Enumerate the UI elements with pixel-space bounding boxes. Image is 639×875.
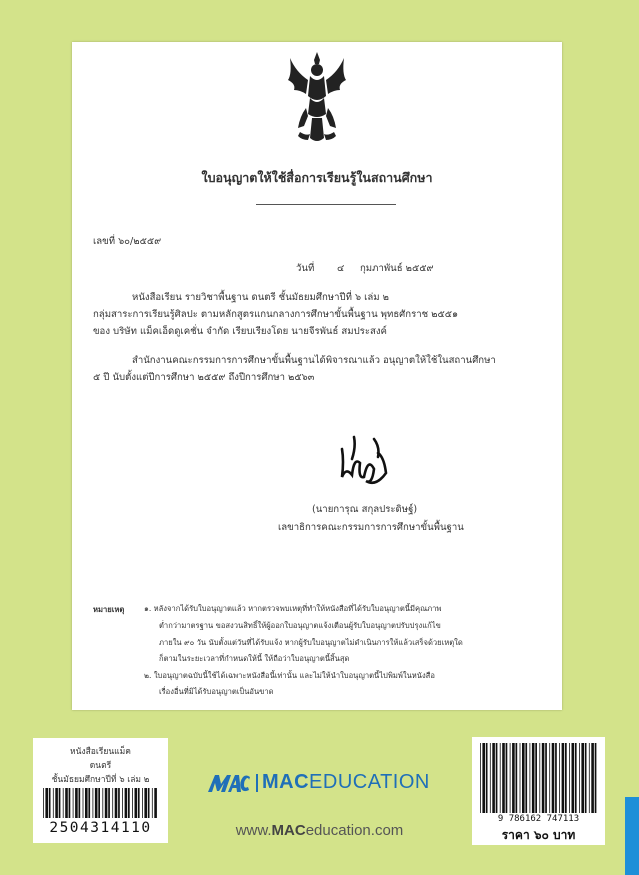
url-post: education.com <box>305 822 404 839</box>
signature-icon <box>334 427 394 497</box>
barcode-bar <box>581 743 584 813</box>
barcode-bar <box>88 788 90 818</box>
barcode-bar <box>59 788 61 818</box>
paragraph-2-line-2: ๕ ปี นับตั้งแต่ปีการศึกษา ๒๕๕๙ ถึงปีการศึกษา ๒๕๖๓ <box>93 372 315 383</box>
barcode-bar <box>512 743 515 813</box>
barcode-bar <box>539 743 540 813</box>
barcode-bar <box>115 788 118 818</box>
date-month-year: กุมภาพันธ์ ๒๕๕๙ <box>360 263 434 274</box>
license-document <box>72 42 562 710</box>
barcode-bar <box>555 743 557 813</box>
isbn-barcode-icon <box>480 743 597 813</box>
barcode-bar <box>83 788 84 818</box>
barcode-bar <box>43 788 44 818</box>
barcode-bar <box>79 788 81 818</box>
barcode-bar <box>589 743 590 813</box>
logo-separator <box>256 774 258 792</box>
barcode-bar <box>135 788 138 818</box>
barcode-bar <box>63 788 64 818</box>
note-line-3: ภายใน ๙๐ วัน นับตั้งแต่วันที่ได้รับแจ้ง หากผู้รับใบอนุญาตไม่ดำเนินการให้แล้วเสร็จด้วยเหตุใด <box>159 638 463 647</box>
barcode-bar <box>559 743 560 813</box>
barcode-bar <box>562 743 565 813</box>
barcode-bar <box>69 788 71 818</box>
product-label-line-2: ดนตรี <box>89 761 112 771</box>
barcode-bar <box>154 788 157 818</box>
isbn-number: 9 786162 747113 <box>497 814 580 824</box>
garuda-emblem-icon <box>286 50 348 146</box>
note-line-4: ก็ตามในระยะเวลาที่กำหนดให้นี้ ให้ถือว่าใบอนุญาตนี้สิ้นสุด <box>159 654 350 663</box>
barcode-bar <box>148 788 150 818</box>
barcode-bar <box>108 788 110 818</box>
barcode-bar <box>492 743 495 813</box>
url-pre: www. <box>235 822 272 839</box>
note-label: หมายเหตุ <box>93 605 125 614</box>
mac-education-logo <box>206 772 446 794</box>
barcode-bar <box>138 788 140 818</box>
barcode-bar <box>510 743 511 813</box>
barcode-bar <box>118 788 120 818</box>
product-label-line-1: หนังสือเรียนแม็ค <box>70 747 131 757</box>
barcode-bar <box>93 788 94 818</box>
barcode-bar <box>579 743 580 813</box>
barcode-bar <box>565 743 567 813</box>
barcode-bar <box>542 743 545 813</box>
product-label-line-3: ชั้นมัธยมศึกษาปีที่ ๖ เล่ม ๒ <box>51 775 150 785</box>
note-line-5: ๒. ใบอนุญาตฉบับนี้ใช้ได้เฉพาะหนังสือนี้เท่านั้น และไม่ให้นำใบอนุญาตนี้ไปพิมพ์ในหนังสือ <box>144 671 435 680</box>
isbn-label <box>472 737 605 845</box>
logo-prefix: MAC <box>262 771 310 793</box>
product-barcode-number: 2504314110 <box>49 820 152 836</box>
barcode-bar <box>502 743 505 813</box>
barcode-bar <box>112 788 113 818</box>
barcode-bar <box>572 743 575 813</box>
barcode-bar <box>595 743 597 813</box>
barcode-bar <box>73 788 74 818</box>
barcode-bar <box>45 788 48 818</box>
barcode-bar <box>569 743 570 813</box>
barcode-bar <box>85 788 88 818</box>
barcode-bar <box>75 788 78 818</box>
url-brand: MAC <box>271 822 306 839</box>
barcode-bar <box>500 743 501 813</box>
barcode-bar <box>49 788 51 818</box>
blue-edge-tab <box>625 797 639 875</box>
barcode-bar <box>506 743 508 813</box>
price: ราคา ๖๐ บาท <box>501 828 576 842</box>
note-line-6: เรื่องอื่นที่มิได้รับอนุญาตเป็นอันขาด <box>159 687 274 696</box>
barcode-bar <box>532 743 535 813</box>
barcode-bar <box>105 788 108 818</box>
barcode-bar <box>545 743 547 813</box>
note-line-2: ต่ำกว่ามาตรฐาน ขอสงวนสิทธิ์ให้ผู้ออกใบอนุญาตแจ้งเตือนผู้รับใบอนุญาตปรับปรุงแก้ไข <box>159 621 441 630</box>
barcode-bar <box>549 743 550 813</box>
logo-wordmark <box>262 771 430 794</box>
barcode-bar <box>525 743 527 813</box>
barcode-bar <box>486 743 488 813</box>
paragraph-1-line-2: กลุ่มสาระการเรียนรู้ศิลปะ ตามหลักสูตรแกนกลางการศึกษาขั้นพื้นฐาน พุทธศักราช ๒๕๕๑ <box>93 309 459 320</box>
barcode-bar <box>102 788 103 818</box>
barcode-bar <box>585 743 587 813</box>
barcode-bar <box>520 743 521 813</box>
barcode-bar <box>144 788 147 818</box>
license-number: เลขที่ ๖๐/๒๕๕๙ <box>93 236 162 247</box>
signer-title: เลขาธิการคณะกรรมการการศึกษาขั้นพื้นฐาน <box>278 522 464 533</box>
barcode-bar <box>152 788 153 818</box>
barcode-bar <box>490 743 491 813</box>
barcode-bar <box>132 788 133 818</box>
paragraph-1-line-3: ของ บริษัท แม็คเอ็ดดูเคชั่น จำกัด เรียบเรียงโดย นายจีรพันธ์ สมประสงค์ <box>93 326 387 337</box>
paragraph-2-line-1: สำนักงานคณะกรรมการการศึกษาขั้นพื้นฐานได้พิจารณาแล้ว อนุญาตให้ใช้ในสถานศึกษา <box>132 355 496 366</box>
barcode-bar <box>480 743 481 813</box>
barcode-bar <box>496 743 498 813</box>
signer-name: (นายการุณ สกุลประดิษฐ์) <box>312 504 418 515</box>
barcode-bar <box>530 743 531 813</box>
barcode-bar <box>65 788 68 818</box>
barcode-bar <box>95 788 98 818</box>
logo-suffix: EDUCATION <box>309 771 430 793</box>
barcode-bar <box>552 743 555 813</box>
date-day: ๔ <box>337 263 345 274</box>
barcode-bar <box>591 743 594 813</box>
barcode-bar <box>522 743 525 813</box>
barcode-bar <box>575 743 577 813</box>
product-barcode-icon <box>43 788 158 818</box>
barcode-bar <box>482 743 485 813</box>
barcode-bar <box>516 743 518 813</box>
mac-logo-icon <box>206 772 252 794</box>
note-line-1: ๑. หลังจากได้รับใบอนุญาตแล้ว หากตรวจพบเหตุที่ทำให้หนังสือที่ได้รับใบอนุญาตนี้มีคุณภาพ <box>144 604 442 613</box>
barcode-bar <box>53 788 54 818</box>
title-divider <box>256 204 396 205</box>
barcode-bar <box>128 788 130 818</box>
barcode-bar <box>142 788 143 818</box>
barcode-bar <box>98 788 100 818</box>
document-title: ใบอนุญาตให้ใช้สื่อการเรียนรู้ในสถานศึกษา <box>201 170 433 185</box>
barcode-bar <box>125 788 128 818</box>
barcode-bar <box>122 788 123 818</box>
barcode-bar <box>55 788 58 818</box>
paragraph-1-line-1: หนังสือเรียน รายวิชาพื้นฐาน ดนตรี ชั้นมัธยมศึกษาปีที่ ๖ เล่ม ๒ <box>132 292 389 303</box>
barcode-bar <box>535 743 537 813</box>
date-prefix: วันที่ <box>296 263 315 274</box>
